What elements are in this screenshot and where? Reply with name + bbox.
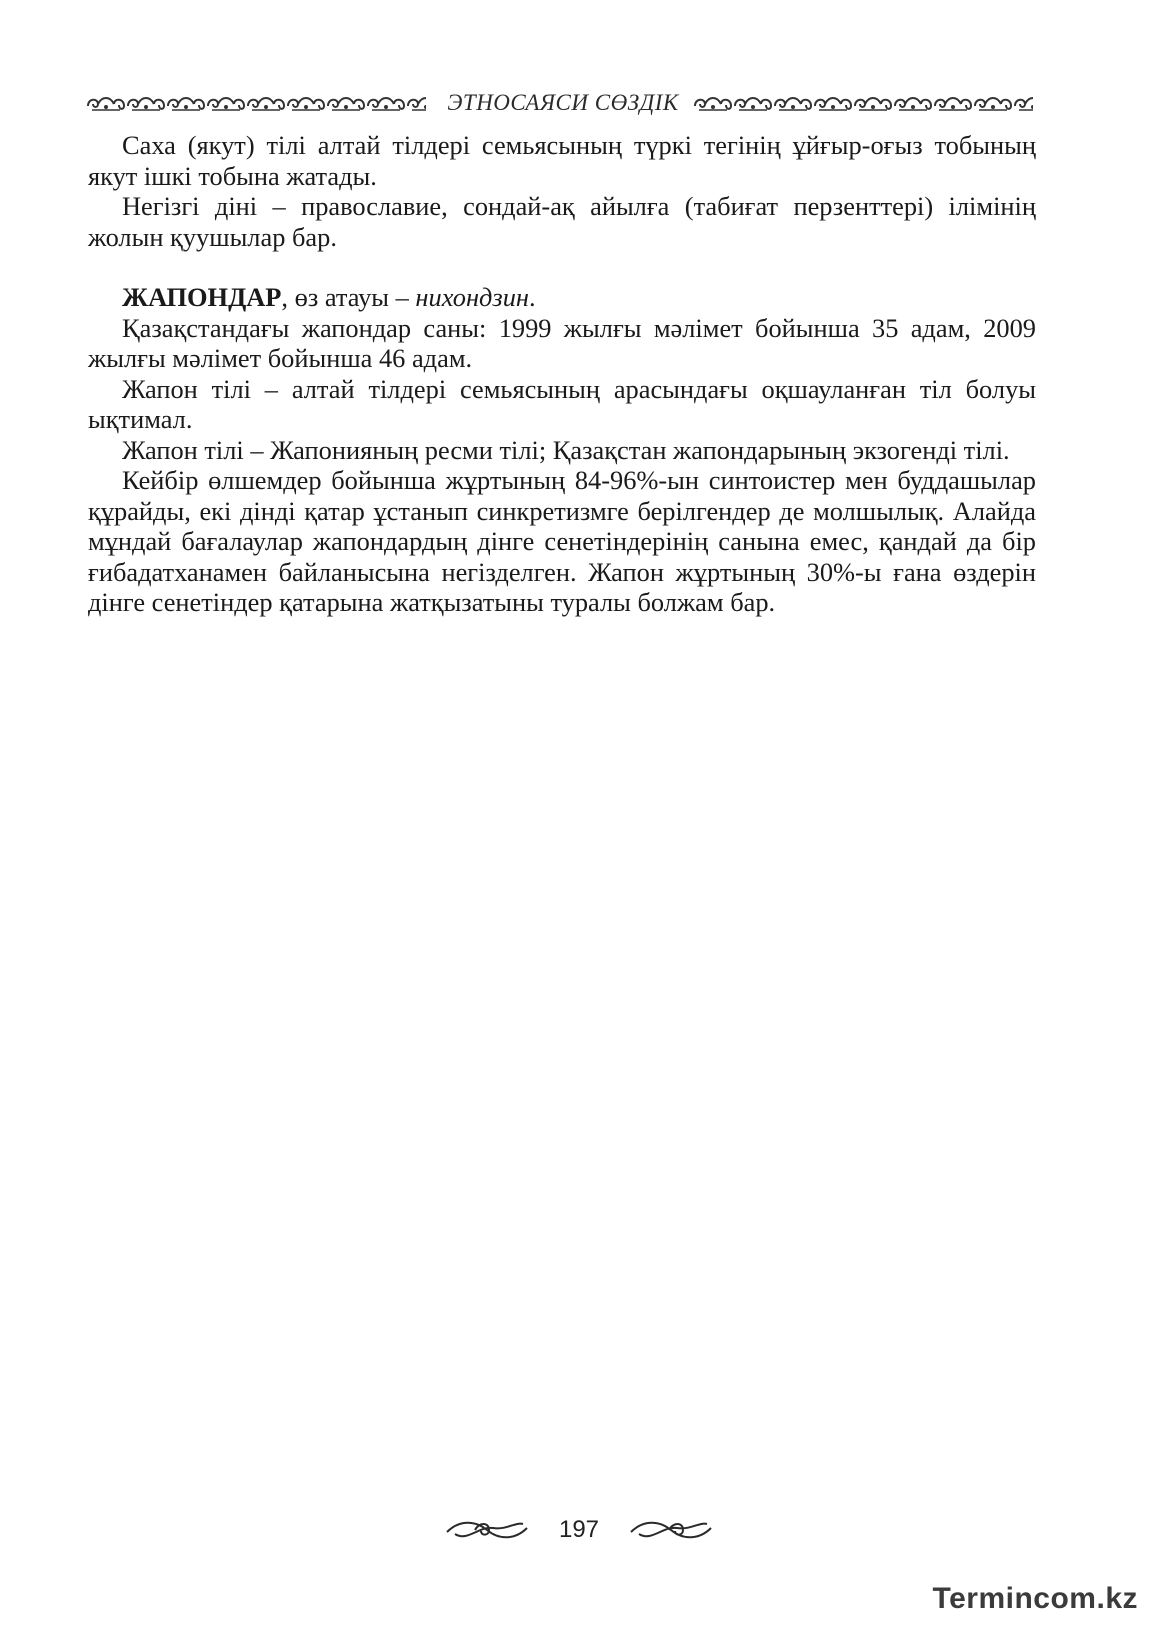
- paragraph: Қазақстандағы жапондар саны: 1999 жылғы мәлімет бойынша 35 адам, 2009 жылғы мәлімет бойынша 46 адам.: [88, 312, 1036, 373]
- page-number: 197: [558, 1516, 600, 1543]
- entry-intro: , өз атауы –: [281, 282, 416, 312]
- paragraph: Жапон тілі – Жапонияның ресми тілі; Қазақстан жапондарының экзогенді тілі.: [122, 434, 1010, 465]
- scroll-flourish-left-icon: [445, 1516, 529, 1544]
- watermark-text: Termincom.kz: [932, 1582, 1138, 1615]
- entry-intro-end: .: [529, 282, 536, 312]
- entry-self-name: нихондзин: [415, 282, 529, 312]
- ornament-border-left-icon: [86, 92, 433, 114]
- paragraph: Жапон тілі – алтай тілдері семьясының арасындағы оқшауланған тіл болуы ықтимал.: [88, 373, 1036, 434]
- page-footer: [0, 1512, 1158, 1548]
- ornament-border-right-icon: [693, 92, 1040, 114]
- watermark-logo: [933, 1582, 1139, 1626]
- paragraph: Саха (якут) тілі алтай тілдері семьясының түркі тегінің ұйғыр-оғыз тобының якут ішкі тобына жатады.: [88, 130, 1036, 191]
- header-title: ЭТНОСАЯСИ СӨЗДІК: [447, 90, 679, 115]
- entry-heading: [88, 282, 1036, 313]
- entry-spacer: [88, 252, 1036, 282]
- entry-headword: ЖАПОНДАР: [122, 282, 282, 312]
- page-body: [88, 130, 1036, 618]
- scroll-flourish-right-icon: [629, 1516, 713, 1544]
- paragraph: Негізгі діні – православие, сондай-ақ айылға (табиғат перзенттері) ілімінің жолын қуушылар бар.: [88, 191, 1036, 252]
- running-header: [86, 86, 1040, 120]
- paragraph: Кейбір өлшемдер бойынша жұртының 84-96%-ын синтоистер мен буддашылар құрайды, екі дінді қатар ұстанып синкретизмге берілгендер де молшылық. Алайда мұндай бағалаулар жапондардың дінге сенетіндерінің санына емес, қандай да бір ғибадатханамен байланысына негізделген. Жапон жұртының 30%-ы ғана өздерін дінге сенетіндер қатарына жатқызатыны туралы болжам бар.: [88, 465, 1036, 617]
